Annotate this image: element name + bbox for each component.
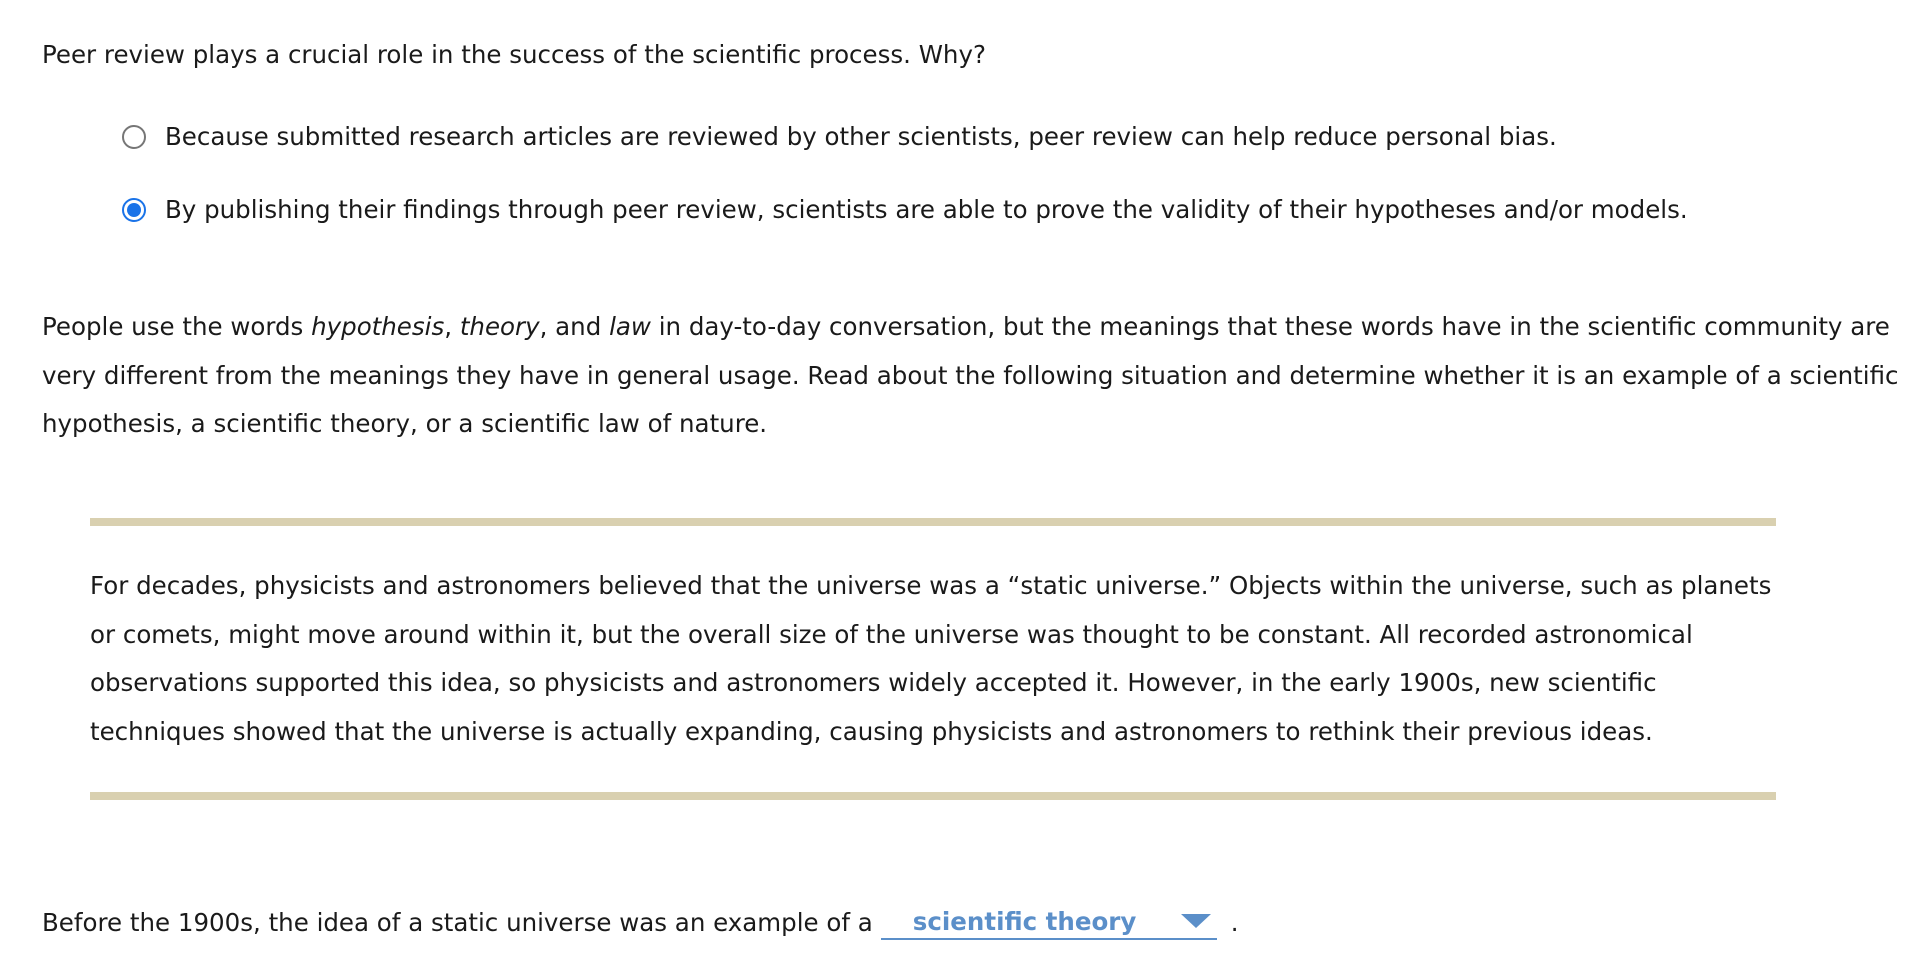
radio-button-selected[interactable] — [122, 198, 146, 222]
question-text: Peer review plays a crucial role in the success of the scientific process. Why? — [42, 40, 986, 69]
intro-separator: , and — [539, 312, 610, 341]
passage-divider-top — [90, 518, 1776, 526]
instructions-paragraph — [42, 303, 1902, 449]
intro-separator: , — [444, 312, 460, 341]
answer-option-1[interactable] — [122, 122, 1557, 151]
answer-prompt: Before the 1900s, the idea of a static universe was an example of a — [42, 907, 873, 937]
intro-text: in day-to-day conversation, but the meanings that these words have in the scientific community are very different from the meanings they have in general usage. Read about the following situation and determine whether it is an example of a scientific hypothesis, a scientific theory, or a scientific law of nature. — [42, 312, 1899, 438]
answer-option-label: Because submitted research articles are reviewed by other scientists, peer review can help reduce personal bias. — [165, 122, 1557, 151]
term-hypothesis: hypothesis — [311, 312, 445, 341]
radio-button-unselected[interactable] — [122, 125, 146, 149]
answer-dropdown[interactable] — [881, 904, 1217, 940]
intro-text: People use the words — [42, 312, 312, 341]
passage-divider-bottom — [90, 792, 1776, 800]
dropdown-selected-value: scientific theory — [912, 906, 1137, 936]
term-theory: theory — [459, 312, 540, 341]
caret-down-icon — [1181, 914, 1211, 928]
answer-option-label: By publishing their findings through peer review, scientists are able to prove the validity of their hypotheses and/or models. — [165, 195, 1688, 224]
answer-option-2[interactable] — [122, 195, 1688, 224]
sentence-period: . — [1230, 907, 1239, 937]
answer-sentence — [42, 904, 1239, 940]
term-law: law — [609, 312, 651, 341]
passage-text: For decades, physicists and astronomers believed that the universe was a “static universe.” Objects within the universe, such as planets or comets, might move around within it, but the overall size of the universe was thought to be constant. All recorded astronomical observations supported this idea, so physicists and astronomers widely accepted it. However, in the early 1900s, new scientific techniques showed that the universe is actually expanding, causing physicists and astronomers to rethink their previous ideas. — [90, 571, 1772, 746]
